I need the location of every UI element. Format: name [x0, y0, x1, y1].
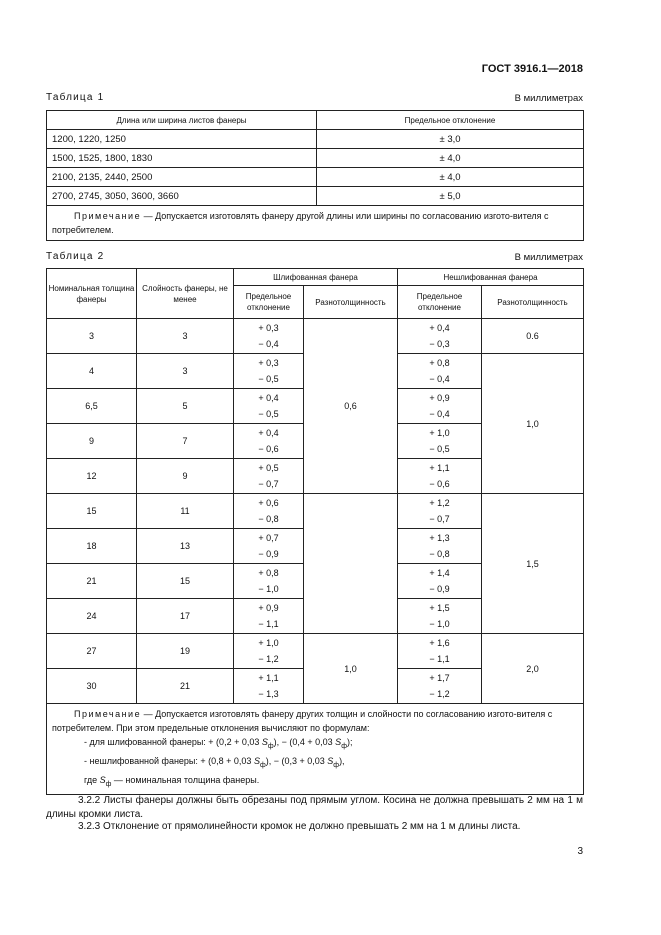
t2-cell-sanded-dev: + 0,9 − 1,1 [234, 599, 304, 634]
t2-cell-unsanded-dev: + 1,7 − 1,2 [398, 669, 482, 704]
t2-cell-thickness: 21 [47, 564, 137, 599]
t2-cell-unsanded-var: 1,5 [482, 494, 584, 634]
table-row [47, 634, 584, 669]
page-number: 3 [577, 846, 583, 857]
t2-cell-thickness: 4 [47, 354, 137, 389]
t2-cell-sanded-dev: + 0,4 − 0,5 [234, 389, 304, 424]
table1-caption: Таблица 1 [46, 92, 105, 103]
t2-cell-sanded-dev: + 0,6 − 0,8 [234, 494, 304, 529]
t2-cell-unsanded-dev: + 1,2 − 0,7 [398, 494, 482, 529]
paragraph-3-2-3: 3.2.3 Отклонение от прямолинейности кромок не должно превышать 2 мм на 1 м длины листа. [78, 821, 521, 832]
t2-cell-layers: 5 [137, 389, 234, 424]
t2-cell-layers: 19 [137, 634, 234, 669]
t2-cell-sanded-dev: + 0,4 − 0,6 [234, 424, 304, 459]
t2-cell-layers: 3 [137, 354, 234, 389]
t2-cell-unsanded-dev: + 1,0 − 0,5 [398, 424, 482, 459]
t2-cell-unsanded-dev: + 1,5 − 1,0 [398, 599, 482, 634]
table-row [47, 319, 584, 354]
t1-cell-dev: ± 5,0 [317, 187, 584, 206]
paragraph-3-2-2: 3.2.2 Листы фанеры должны быть обрезаны под прямым углом. Косина не должна превышать 2 мм на 1 м длины кромки листа. [46, 795, 583, 820]
t2-cell-sanded-dev: + 0,3 − 0,5 [234, 354, 304, 389]
table-1 [46, 110, 584, 241]
t2-cell-thickness: 24 [47, 599, 137, 634]
t1-note-label: Примечание [74, 211, 142, 221]
t2-cell-sanded-dev: + 0,3 − 0,4 [234, 319, 304, 354]
t2-note-label: Примечание [74, 709, 142, 719]
t2-header-layers: Слойность фанеры, не менее [137, 269, 234, 319]
t2-header-thickness: Номинальная толщина фанеры [47, 269, 137, 319]
t2-cell-unsanded-var: 2,0 [482, 634, 584, 704]
t2-cell-layers: 21 [137, 669, 234, 704]
t2-cell-unsanded-dev: + 1,1 − 0,6 [398, 459, 482, 494]
t2-cell-unsanded-dev: + 1,3 − 0,8 [398, 529, 482, 564]
t2-cell-thickness: 27 [47, 634, 137, 669]
t2-header-sanded: Шлифованная фанера [234, 269, 398, 286]
t2-note-text: — Допускается изготовлять фанеру других толщин и слойности по согласованию изгото-вителя с потребителем. При этом предельные отклонения вычисляют по формулам: [52, 709, 553, 733]
t1-cell-size: 1500, 1525, 1800, 1830 [47, 149, 317, 168]
t2-cell-unsanded-dev: + 1,6 − 1,1 [398, 634, 482, 669]
table1-units: В миллиметрах [514, 93, 583, 104]
table-2 [46, 268, 584, 795]
t2-cell-sanded-dev: + 1,0 − 1,2 [234, 634, 304, 669]
t1-note-text: — Допускается изготовлять фанеру другой длины или ширины по согласованию изгото-вителя с потребителем. [52, 211, 549, 235]
t2-cell-layers: 15 [137, 564, 234, 599]
t1-cell-size: 1200, 1220, 1250 [47, 130, 317, 149]
t2-cell-unsanded-var: 1,0 [482, 354, 584, 494]
t2-cell-layers: 13 [137, 529, 234, 564]
t2-cell-sanded-dev: + 0,5 − 0,7 [234, 459, 304, 494]
t2-cell-sanded-var: 1,0 [304, 634, 398, 704]
t2-cell-unsanded-dev: + 0,9 − 0,4 [398, 389, 482, 424]
t2-note [47, 704, 584, 795]
t2-cell-thickness: 15 [47, 494, 137, 529]
t2-cell-layers: 9 [137, 459, 234, 494]
t2-cell-unsanded-dev: + 1,4 − 0,9 [398, 564, 482, 599]
t2-cell-layers: 17 [137, 599, 234, 634]
t2-cell-unsanded-dev: + 0,8 − 0,4 [398, 354, 482, 389]
t2-cell-layers: 11 [137, 494, 234, 529]
t2-cell-layers: 3 [137, 319, 234, 354]
standard-number: ГОСТ 3916.1—2018 [481, 63, 583, 75]
t2-header-sanded-dev: Предельное отклонение [234, 286, 304, 319]
t2-cell-sanded-dev: + 0,7 − 0,9 [234, 529, 304, 564]
t2-formula-sanded: - для шлифованной фанеры: + (0,2 + 0,03 $S_ф$), − (0,4 + 0,03 $S_ф$); [84, 737, 353, 750]
t2-cell-thickness: 9 [47, 424, 137, 459]
table2-caption: Таблица 2 [46, 251, 105, 262]
t2-cell-thickness: 6,5 [47, 389, 137, 424]
t2-cell-thickness: 30 [47, 669, 137, 704]
t2-cell-layers: 7 [137, 424, 234, 459]
t1-note [47, 206, 584, 241]
t2-header-unsanded-var: Разнотолщинность [482, 286, 584, 319]
t1-header-size: Длина или ширина листов фанеры [47, 111, 317, 130]
t2-header-sanded-var: Разнотолщинность [304, 286, 398, 319]
table-row [47, 494, 584, 529]
t1-cell-dev: ± 4,0 [317, 149, 584, 168]
t2-cell-sanded-dev: + 0,8 − 1,0 [234, 564, 304, 599]
t2-header-unsanded-dev: Предельное отклонение [398, 286, 482, 319]
t1-cell-size: 2700, 2745, 3050, 3600, 3660 [47, 187, 317, 206]
t2-cell-thickness: 3 [47, 319, 137, 354]
t2-cell-sanded-var: 0,6 [304, 319, 398, 494]
t2-cell-thickness: 18 [47, 529, 137, 564]
table2-units: В миллиметрах [514, 252, 583, 263]
t2-header-unsanded: Нешлифованная фанера [398, 269, 584, 286]
t1-cell-size: 2100, 2135, 2440, 2500 [47, 168, 317, 187]
t1-cell-dev: ± 3,0 [317, 130, 584, 149]
t1-cell-dev: ± 4,0 [317, 168, 584, 187]
t2-formula-where: где $S_ф$ — номинальная толщина фанеры. [84, 774, 260, 788]
t1-header-deviation: Предельное отклонение [317, 111, 584, 130]
t2-cell-unsanded-var: 0.6 [482, 319, 584, 354]
t2-cell-sanded-var [304, 494, 398, 634]
t2-cell-thickness: 12 [47, 459, 137, 494]
t2-cell-sanded-dev: + 1,1 − 1,3 [234, 669, 304, 704]
t2-cell-unsanded-dev: + 0,4 − 0,3 [398, 319, 482, 354]
t2-formula-unsanded: - нешлифованной фанеры: + (0,8 + 0,03 $S_ф$), − (0,3 + 0,03 $S_ф$), [84, 755, 345, 769]
